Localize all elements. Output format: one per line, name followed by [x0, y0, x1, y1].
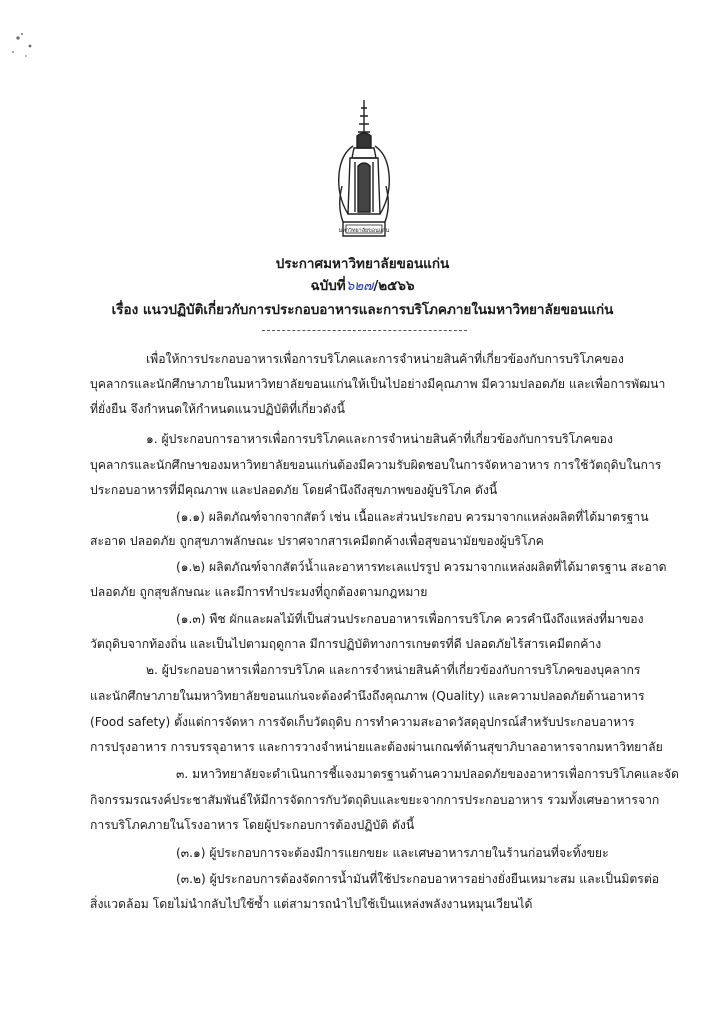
- body-line: (๓.๒) ผู้ประกอบการต้องจัดการน้ำมันที่ใช้ประกอบอาหารอย่างยั่งยืนเหมาะสม และเป็นมิตรต่อ: [176, 872, 660, 886]
- body-line: วัตถุดิบจากท้องถิ่น และเป็นไปตามฤดูกาล มีการปฏิบัติทางการเกษตรที่ดี ปลอดภัยไร้สารเคมีตกค้าง: [90, 637, 602, 651]
- body-line: บุคลากรและนักศึกษาของมหาวิทยาลัยขอนแก่นต้องมีความรับผิดชอบในการจัดหาอาหาร การใช้วัตถุดิบในการ: [90, 458, 662, 472]
- issue-line: [0, 274, 725, 296]
- scan-speck-marks: [8, 30, 48, 70]
- logo-caption: มหาวิทยาลัยขอนแก่น: [338, 228, 390, 234]
- issue-year: /๒๕๖๖: [373, 278, 415, 294]
- body-line: (๑.๑) ผลิตภัณฑ์จากจากสัตว์ เช่น เนื้อและส่วนประกอบ ควรมาจากแหล่งผลิตที่ได้มาตรฐาน: [176, 510, 649, 524]
- body-line: ๓. มหาวิทยาลัยจะดำเนินการชี้แจงมาตรฐานด้านความปลอดภัยของอาหารเพื่อการบริโภคและจัด: [176, 767, 679, 781]
- body-line: บุคลากรและนักศึกษาภายในมหาวิทยาลัยขอนแก่นให้เป็นไปอย่างมีคุณภาพ มีความปลอดภัย และเพื่อการพัฒนา: [90, 377, 666, 391]
- body-line: (Food safety) ตั้งแต่การจัดหา การจัดเก็บวัตถุดิบ การทำความสะอาดวัสดุอุปกรณ์สำหรับประกอบอาหาร: [90, 715, 635, 729]
- org-title: ประกาศมหาวิทยาลัยขอนแก่น: [275, 256, 450, 272]
- issue-prefix: ฉบับที่: [310, 278, 346, 294]
- university-emblem-logo: [333, 96, 395, 256]
- body-line: (๑.๓) พืช ผักและผลไม้ที่เป็นส่วนประกอบอาหารเพื่อการบริโภค ควรคำนึงถึงแหล่งที่มาของ: [176, 612, 644, 626]
- body-line: ปลอดภัย ถูกสุขลักษณะ และมีการทำประมงที่ถูกต้องตามกฎหมาย: [90, 585, 428, 599]
- body-line: (๓.๑) ผู้ประกอบการจะต้องมีการแยกขยะ และเศษอาหารภายในร้านก่อนที่จะทิ้งขยะ: [176, 846, 609, 860]
- body-line: สะอาด ปลอดภัย ถูกสุขภาพลักษณะ ปราศจากสารเคมีตกค้างเพื่อสุขอนามัยของผู้บริโภค: [90, 534, 544, 548]
- body-line: ประกอบอาหารที่มีคุณภาพ และปลอดภัย โดยคำนึงถึงสุขภาพของผู้บริโภค ดังนี้: [90, 483, 498, 497]
- body-line: เพื่อให้การประกอบอาหารเพื่อการบริโภคและการจำหน่ายสินค้าที่เกี่ยวข้องกับการบริโภคของ: [146, 352, 624, 366]
- body-line: สิ่งแวดล้อม โดยไม่นำกลับไปใช้ซ้ำ แต่สามารถนำไปใช้เป็นแหล่งพลังงานหมุนเวียนได้: [90, 897, 533, 911]
- dashed-separator: [262, 330, 467, 331]
- body-line: กิจกรรมรณรงค์ประชาสัมพันธ์ให้มีการจัดการกับวัตถุดิบและขยะจากการประกอบอาหาร รวมทั้งเศษอาหารจาก: [90, 793, 660, 807]
- body-line: การบริโภคภายในโรงอาหาร โดยผู้ประกอบการต้องปฏิบัติ ดังนี้: [90, 818, 415, 832]
- body-line: และนักศึกษาภายในมหาวิทยาลัยขอนแก่นจะต้องคำนึงถึงคุณภาพ (Quality) และความปลอดภัยด้านอาหาร: [90, 689, 645, 703]
- subject-line: เรื่อง แนวปฏิบัติเกี่ยวกับการประกอบอาหารและการบริโภคภายในมหาวิทยาลัยขอนแก่น: [111, 302, 614, 318]
- body-line: (๑.๒) ผลิตภัณฑ์จากสัตว์น้ำและอาหารทะเลแปรรูป ควรมาจากแหล่งผลิตที่ได้มาตรฐาน สะอาด: [176, 560, 667, 574]
- body-line: การปรุงอาหาร การบรรจุอาหาร และการวางจำหน่ายและต้องผ่านเกณฑ์ด้านสุขาภิบาลอาหารจากมหาวิทยาลัย: [90, 740, 663, 754]
- body-line: ที่ยั่งยืน จึงกำหนดให้กำหนดแนวปฏิบัติที่เกี่ยวดังนี้: [90, 402, 345, 416]
- handwritten-issue-number: ๖๒๗: [345, 278, 374, 294]
- body-line: ๒. ผู้ประกอบอาหารเพื่อการบริโภค และการจำหน่ายสินค้าที่เกี่ยวข้องกับการบริโภคของบุคลากร: [146, 663, 641, 677]
- body-line: ๑. ผู้ประกอบการอาหารเพื่อการบริโภคและการจำหน่ายสินค้าที่เกี่ยวข้องกับการบริโภคของ: [146, 432, 613, 446]
